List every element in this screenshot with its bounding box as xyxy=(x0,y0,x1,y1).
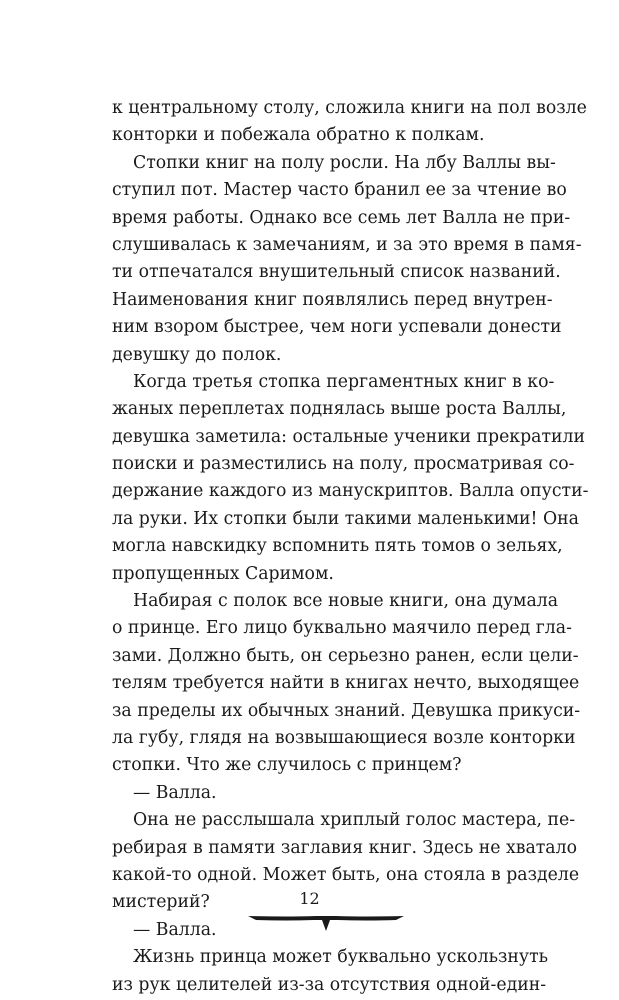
text-line: слушивалась к замечаниям, и за это время в памя- xyxy=(112,234,582,255)
text-line: Набирая с полок все новые книги, она думала xyxy=(133,591,559,612)
page-number: 12 xyxy=(299,889,320,908)
text-line: девушка заметила: остальные ученики прекратили xyxy=(112,426,586,447)
text-line: какой-то одной. Может быть, она стояла в разделе xyxy=(112,864,580,885)
text-line: — Валла. xyxy=(133,782,217,803)
text-line: жаных переплетах поднялась выше роста Валлы, xyxy=(112,399,567,420)
text-line: Жизнь принца может буквально ускользнуть xyxy=(133,947,549,968)
text-line: ла руки. Их стопки были такими маленькими! Она xyxy=(112,508,579,529)
text-line: конторки и побежала обратно к полкам. xyxy=(112,125,485,146)
text-line: время работы. Однако все семь лет Валла не при- xyxy=(112,207,571,228)
text-line: поиски и разместились на полу, просматривая со- xyxy=(112,454,575,475)
text-line: телям требуется найти в книгах нечто, выходящее xyxy=(112,673,580,694)
text-line: ребирая в памяти заглавия книг. Здесь не хватало xyxy=(112,837,577,858)
text-line: Наименования книг появлялись перед внутрен- xyxy=(112,289,553,310)
text-line: мистерий? xyxy=(112,892,210,913)
text-line: ним взором быстрее, чем ноги успевали донести xyxy=(112,317,562,338)
text-line: Она не расслышала хриплый голос мастера, пе- xyxy=(133,810,576,831)
text-line: пропущенных Саримом. xyxy=(112,563,334,584)
text-line: Когда третья стопка пергаментных книг в ко- xyxy=(133,371,555,392)
text-line: девушку до полок. xyxy=(112,344,282,365)
text-line: за пределы их обычных знаний. Девушка прикуси- xyxy=(112,700,581,721)
text-line: из рук целителей из-за отсутствия одной-един- xyxy=(112,974,547,995)
text-line: держание каждого из манускриптов. Валла опусти- xyxy=(112,481,589,502)
text-line: Стопки книг на полу росли. На лбу Валлы вы- xyxy=(133,152,556,173)
page-footer xyxy=(0,887,619,937)
text-line: зами. Должно быть, он серьезно ранен, если цели- xyxy=(112,645,579,666)
text-line: к центральному столу, сложила книги на пол возле xyxy=(112,98,587,118)
body-text xyxy=(112,95,589,999)
ornament-divider-icon xyxy=(246,912,406,934)
text-line: ти отпечатался внушительный список названий. xyxy=(112,262,561,283)
text-line: ла губу, глядя на возвышающиеся возле конторки xyxy=(112,727,576,748)
text-line: о принце. Его лицо буквально маячило перед гла- xyxy=(112,618,572,639)
text-line: стопки. Что же случилось с принцем? xyxy=(112,755,462,776)
text-line: — Валла. xyxy=(133,919,217,940)
text-line: могла навскидку вспомнить пять томов о зельях, xyxy=(112,536,563,557)
text-line: ступил пот. Мастер часто бранил ее за чтение во xyxy=(112,180,567,201)
